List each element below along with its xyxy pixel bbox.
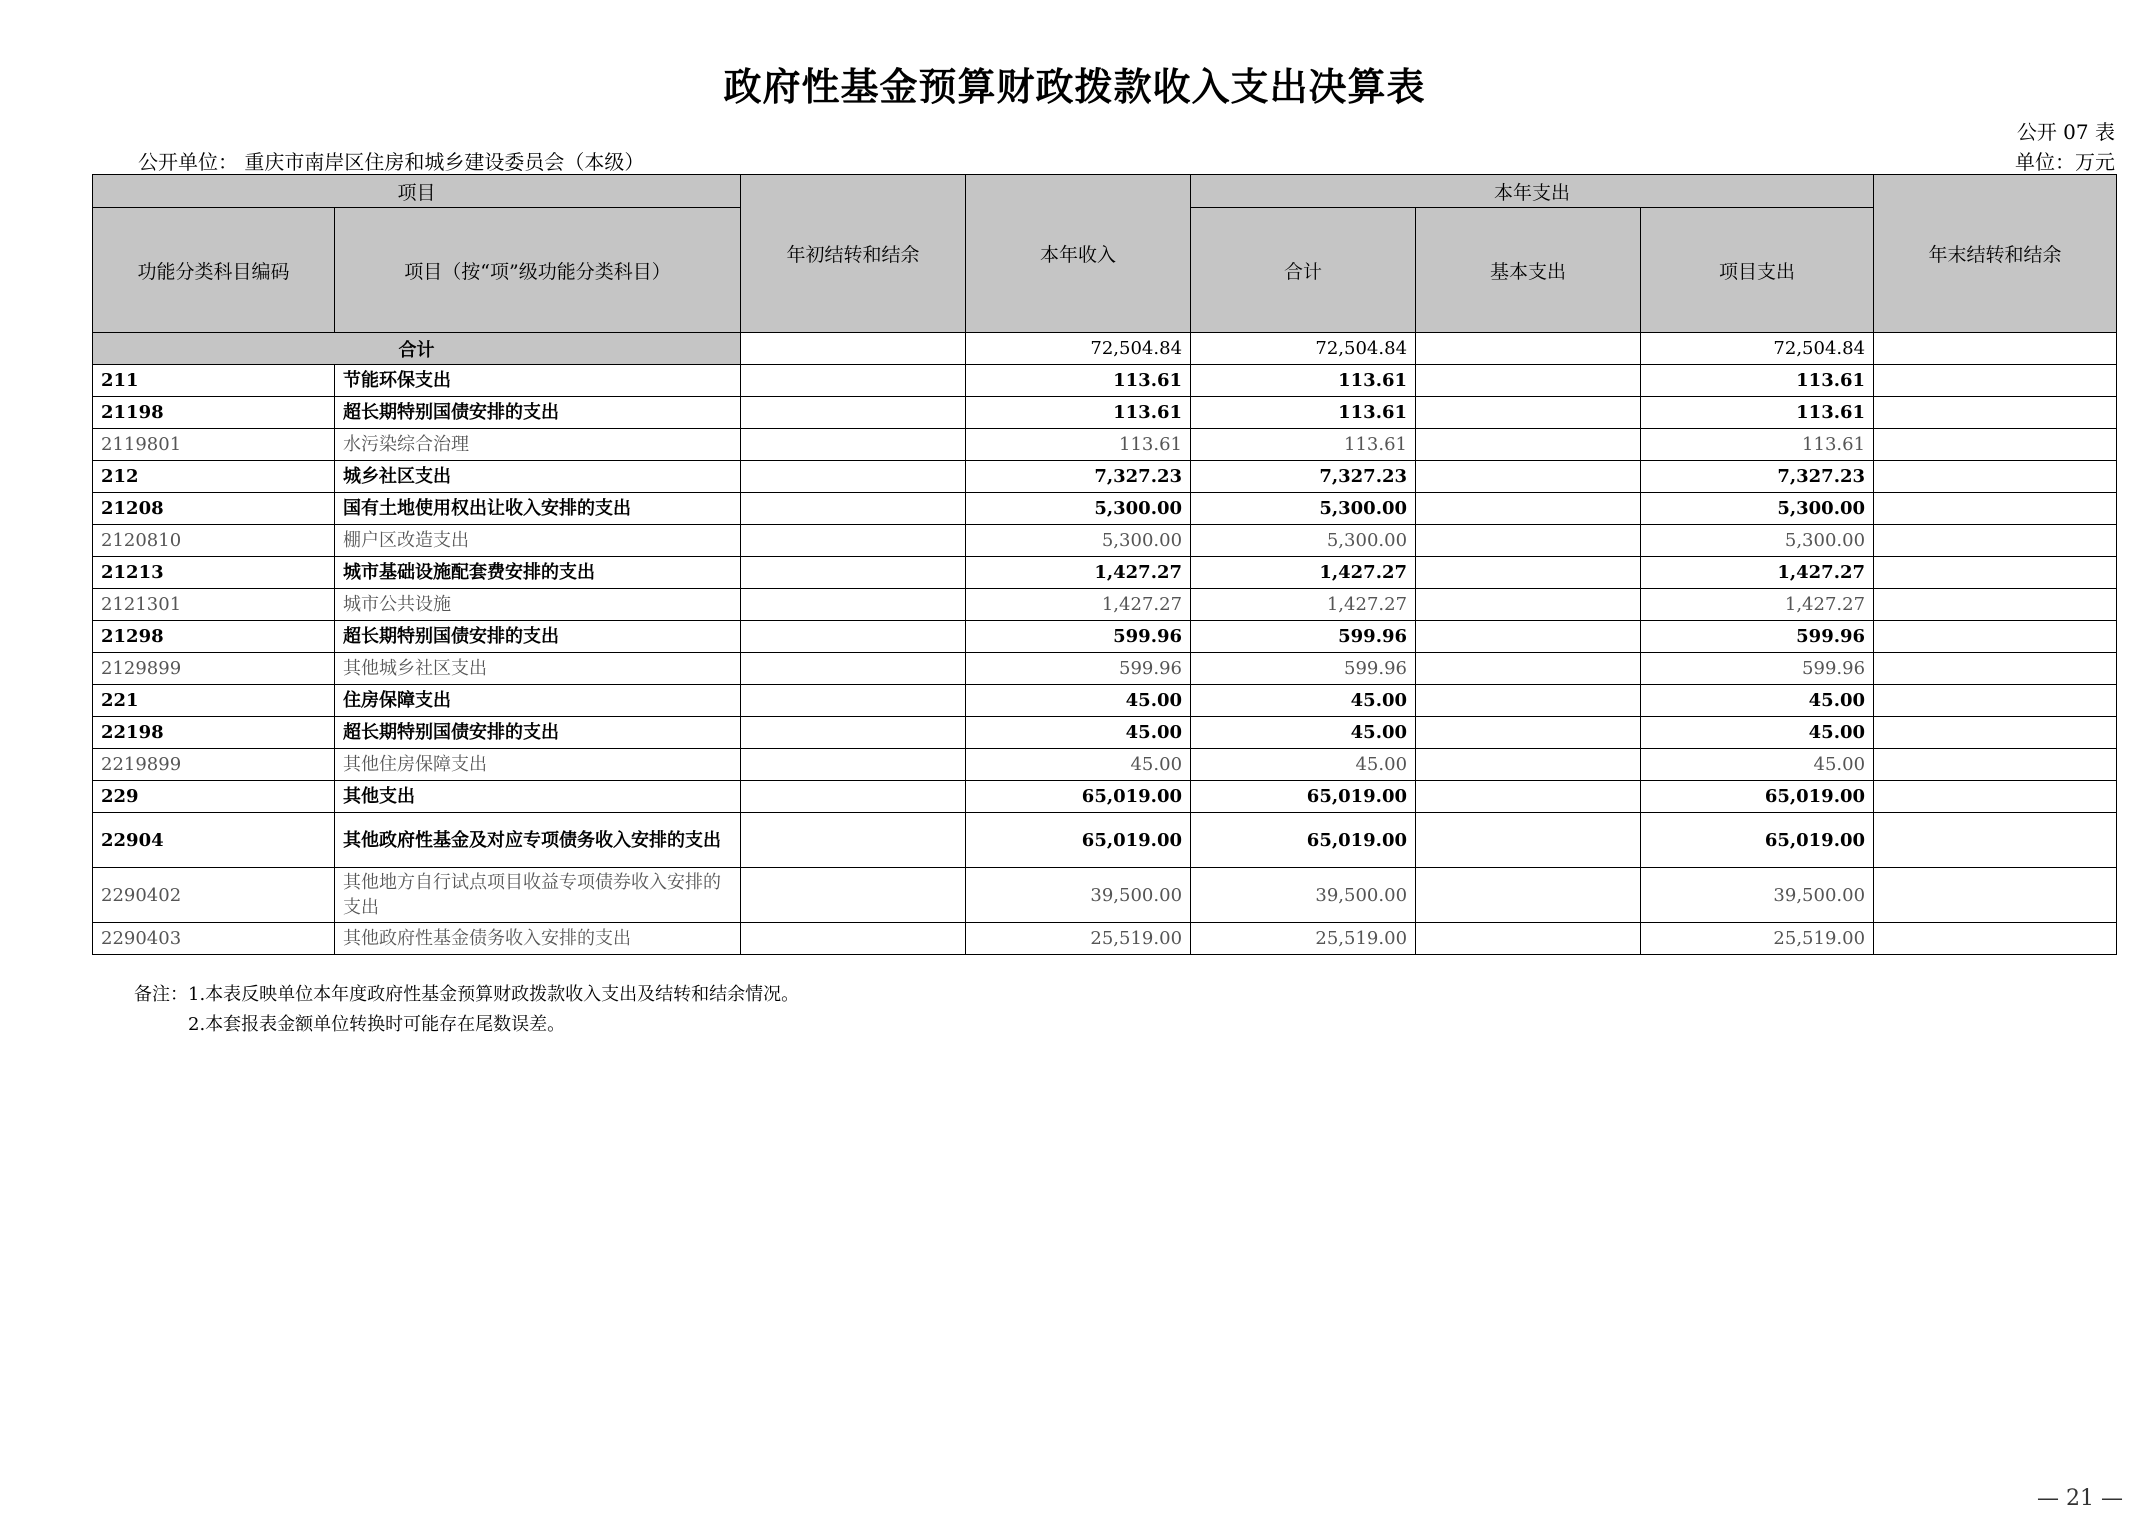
report-title: 政府性基金预算财政拨款收入支出决算表 [723, 64, 1426, 109]
row-income: 599.96 [966, 621, 1191, 653]
row-income: 113.61 [966, 429, 1191, 461]
row-expense-total: 599.96 [1191, 653, 1416, 685]
row-expense-basic [1416, 621, 1641, 653]
row-expense-basic [1416, 923, 1641, 955]
row-code: 2121301 [93, 589, 335, 621]
row-expense-project: 45.00 [1641, 685, 1874, 717]
row-end-balance [1874, 461, 2117, 493]
row-expense-basic [1416, 813, 1641, 868]
row-code: 2119801 [93, 429, 335, 461]
row-name: 城乡社区支出 [335, 461, 741, 493]
row-expense-project: 599.96 [1641, 653, 1874, 685]
row-income: 45.00 [966, 685, 1191, 717]
row-income: 5,300.00 [966, 493, 1191, 525]
row-code: 2129899 [93, 653, 335, 685]
row-code: 2290402 [93, 868, 335, 923]
row-expense-basic [1416, 589, 1641, 621]
row-expense-basic [1416, 493, 1641, 525]
row-expense-basic [1416, 685, 1641, 717]
row-end-balance [1874, 685, 2117, 717]
row-income: 45.00 [966, 749, 1191, 781]
row-income: 5,300.00 [966, 525, 1191, 557]
row-income: 45.00 [966, 717, 1191, 749]
row-begin-balance [741, 429, 966, 461]
row-begin-balance [741, 653, 966, 685]
header-expense-basic: 基本支出 [1416, 208, 1641, 333]
row-name: 其他政府性基金及对应专项债务收入安排的支出 [335, 813, 741, 868]
note-2: 2.本套报表金额单位转换时可能存在尾数误差。 [188, 1014, 566, 1035]
row-name: 节能环保支出 [335, 365, 741, 397]
row-code: 21298 [93, 621, 335, 653]
row-begin-balance [741, 525, 966, 557]
header-expense-total: 合计 [1191, 208, 1416, 333]
row-expense-total: 25,519.00 [1191, 923, 1416, 955]
row-code: 21213 [93, 557, 335, 589]
row-expense-total: 113.61 [1191, 429, 1416, 461]
row-end-balance [1874, 557, 2117, 589]
row-name: 其他地方自行试点项目收益专项债券收入安排的支出 [335, 868, 741, 923]
currency-unit: 单位：万元 [2015, 150, 2115, 174]
row-end-balance [1874, 923, 2117, 955]
row-income: 1,427.27 [966, 557, 1191, 589]
row-income: 599.96 [966, 653, 1191, 685]
row-begin-balance [741, 781, 966, 813]
table-row [93, 653, 2117, 685]
table-row [93, 621, 2117, 653]
header-income: 本年收入 [966, 175, 1191, 333]
row-end-balance [1874, 813, 2117, 868]
row-expense-project: 45.00 [1641, 749, 1874, 781]
row-expense-project: 45.00 [1641, 717, 1874, 749]
row-expense-project: 25,519.00 [1641, 923, 1874, 955]
row-end-balance [1874, 717, 2117, 749]
row-code: 21208 [93, 493, 335, 525]
table-row [93, 868, 2117, 923]
table-row [93, 397, 2117, 429]
row-expense-basic [1416, 868, 1641, 923]
row-expense-basic [1416, 461, 1641, 493]
row-expense-total: 113.61 [1191, 397, 1416, 429]
row-income: 65,019.00 [966, 813, 1191, 868]
row-expense-project: 113.61 [1641, 429, 1874, 461]
row-expense-total: 39,500.00 [1191, 868, 1416, 923]
row-begin-balance [741, 685, 966, 717]
row-code: 2290403 [93, 923, 335, 955]
notes [134, 980, 799, 1040]
total-row [93, 333, 2117, 365]
row-expense-basic [1416, 525, 1641, 557]
total-end [1874, 333, 2117, 365]
row-expense-project: 5,300.00 [1641, 493, 1874, 525]
table-row [93, 493, 2117, 525]
row-expense-basic [1416, 717, 1641, 749]
row-expense-total: 5,300.00 [1191, 493, 1416, 525]
row-expense-basic [1416, 653, 1641, 685]
row-name: 城市公共设施 [335, 589, 741, 621]
row-end-balance [1874, 653, 2117, 685]
row-expense-project: 39,500.00 [1641, 868, 1874, 923]
table-row [93, 923, 2117, 955]
row-expense-project: 5,300.00 [1641, 525, 1874, 557]
row-begin-balance [741, 923, 966, 955]
row-end-balance [1874, 589, 2117, 621]
row-end-balance [1874, 493, 2117, 525]
row-name: 其他政府性基金债务收入安排的支出 [335, 923, 741, 955]
row-begin-balance [741, 557, 966, 589]
table-row [93, 461, 2117, 493]
row-expense-project: 113.61 [1641, 365, 1874, 397]
total-label: 合计 [93, 333, 741, 365]
table-row [93, 429, 2117, 461]
row-begin-balance [741, 365, 966, 397]
header-name: 项目（按“项”级功能分类科目） [335, 208, 741, 333]
header-begin-balance: 年初结转和结余 [741, 175, 966, 333]
row-income: 7,327.23 [966, 461, 1191, 493]
row-income: 113.61 [966, 365, 1191, 397]
row-name: 其他住房保障支出 [335, 749, 741, 781]
row-income: 113.61 [966, 397, 1191, 429]
row-expense-project: 1,427.27 [1641, 557, 1874, 589]
row-name: 住房保障支出 [335, 685, 741, 717]
total-basic [1416, 333, 1641, 365]
row-expense-total: 5,300.00 [1191, 525, 1416, 557]
table-row [93, 717, 2117, 749]
row-code: 211 [93, 365, 335, 397]
row-expense-total: 65,019.00 [1191, 781, 1416, 813]
row-begin-balance [741, 397, 966, 429]
row-name: 其他支出 [335, 781, 741, 813]
row-expense-total: 1,427.27 [1191, 589, 1416, 621]
table-row [93, 781, 2117, 813]
table-row [93, 557, 2117, 589]
row-expense-project: 599.96 [1641, 621, 1874, 653]
row-expense-project: 65,019.00 [1641, 813, 1874, 868]
row-end-balance [1874, 525, 2117, 557]
row-expense-basic [1416, 429, 1641, 461]
row-income: 25,519.00 [966, 923, 1191, 955]
table-row [93, 685, 2117, 717]
table-row [93, 589, 2117, 621]
row-name: 超长期特别国债安排的支出 [335, 717, 741, 749]
row-begin-balance [741, 868, 966, 923]
table-row [93, 525, 2117, 557]
row-expense-basic [1416, 781, 1641, 813]
row-expense-basic [1416, 557, 1641, 589]
row-begin-balance [741, 749, 966, 781]
total-income: 72,504.84 [966, 333, 1191, 365]
page-number: — 21 — [2037, 1486, 2123, 1511]
budget-table [92, 174, 2117, 955]
row-name: 超长期特别国债安排的支出 [335, 621, 741, 653]
row-end-balance [1874, 749, 2117, 781]
row-code: 22904 [93, 813, 335, 868]
header-expense-project: 项目支出 [1641, 208, 1874, 333]
row-expense-project: 1,427.27 [1641, 589, 1874, 621]
row-name: 棚户区改造支出 [335, 525, 741, 557]
row-name: 国有土地使用权出让收入安排的支出 [335, 493, 741, 525]
row-income: 1,427.27 [966, 589, 1191, 621]
row-income: 65,019.00 [966, 781, 1191, 813]
row-expense-total: 7,327.23 [1191, 461, 1416, 493]
row-expense-total: 65,019.00 [1191, 813, 1416, 868]
row-end-balance [1874, 397, 2117, 429]
header-code: 功能分类科目编码 [93, 208, 335, 333]
row-expense-project: 113.61 [1641, 397, 1874, 429]
row-end-balance [1874, 868, 2117, 923]
header-end-balance: 年末结转和结余 [1874, 175, 2117, 333]
table-row [93, 749, 2117, 781]
row-code: 229 [93, 781, 335, 813]
row-end-balance [1874, 429, 2117, 461]
row-expense-basic [1416, 397, 1641, 429]
row-end-balance [1874, 365, 2117, 397]
row-begin-balance [741, 717, 966, 749]
row-code: 212 [93, 461, 335, 493]
row-end-balance [1874, 621, 2117, 653]
total-expense: 72,504.84 [1191, 333, 1416, 365]
row-expense-total: 45.00 [1191, 749, 1416, 781]
total-begin [741, 333, 966, 365]
row-expense-total: 599.96 [1191, 621, 1416, 653]
row-expense-total: 1,427.27 [1191, 557, 1416, 589]
header-expense-group: 本年支出 [1191, 175, 1874, 208]
row-expense-project: 65,019.00 [1641, 781, 1874, 813]
row-begin-balance [741, 493, 966, 525]
header-row-1 [93, 175, 2117, 208]
reporting-unit: 公开单位： 重庆市南岸区住房和城乡建设委员会（本级） [138, 150, 645, 174]
row-begin-balance [741, 813, 966, 868]
row-end-balance [1874, 781, 2117, 813]
total-project: 72,504.84 [1641, 333, 1874, 365]
row-name: 水污染综合治理 [335, 429, 741, 461]
table-row [93, 365, 2117, 397]
row-name: 超长期特别国债安排的支出 [335, 397, 741, 429]
row-code: 2120810 [93, 525, 335, 557]
row-code: 221 [93, 685, 335, 717]
row-expense-total: 45.00 [1191, 685, 1416, 717]
row-expense-basic [1416, 749, 1641, 781]
header-project: 项目 [93, 175, 741, 208]
row-expense-basic [1416, 365, 1641, 397]
table-row [93, 813, 2117, 868]
row-income: 39,500.00 [966, 868, 1191, 923]
row-name: 城市基础设施配套费安排的支出 [335, 557, 741, 589]
note-1: 备注：1.本表反映单位本年度政府性基金预算财政拨款收入支出及结转和结余情况。 [134, 984, 800, 1005]
row-expense-project: 7,327.23 [1641, 461, 1874, 493]
row-expense-total: 45.00 [1191, 717, 1416, 749]
row-begin-balance [741, 589, 966, 621]
row-code: 2219899 [93, 749, 335, 781]
row-code: 22198 [93, 717, 335, 749]
row-code: 21198 [93, 397, 335, 429]
row-expense-total: 113.61 [1191, 365, 1416, 397]
row-begin-balance [741, 461, 966, 493]
table-number: 公开 07 表 [2016, 120, 2115, 144]
row-begin-balance [741, 621, 966, 653]
row-name: 其他城乡社区支出 [335, 653, 741, 685]
